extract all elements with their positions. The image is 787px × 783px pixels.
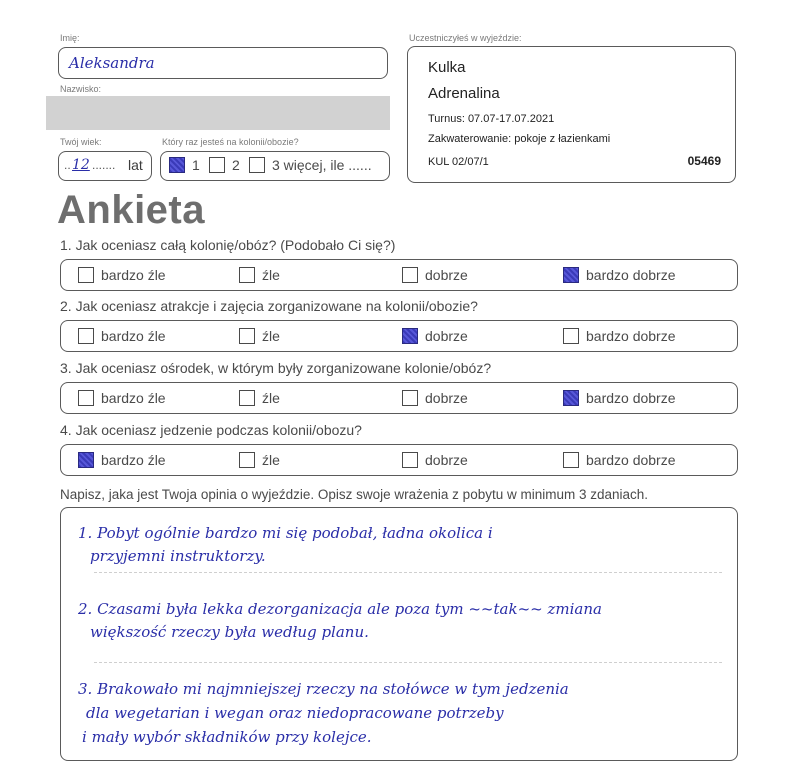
ruled-line bbox=[94, 662, 722, 663]
trip-name-line1: Kulka bbox=[428, 59, 466, 76]
page-title: Ankieta bbox=[57, 188, 205, 232]
question-4-answers bbox=[60, 444, 738, 476]
q4-option-bardzo-dobrze[interactable]: bardzo dobrze bbox=[563, 450, 676, 470]
nazwisko-redacted-field bbox=[46, 96, 390, 130]
checkbox-icon bbox=[402, 328, 418, 344]
question-2-answers bbox=[60, 320, 738, 352]
checkbox-icon bbox=[563, 452, 579, 468]
trip-zakwaterowanie: Zakwaterowanie: pokoje z łazienkami bbox=[428, 133, 611, 145]
checkbox-icon bbox=[239, 390, 255, 406]
wiek-dots-right: ....... bbox=[92, 158, 116, 172]
q2-option-bardzo-dobrze[interactable]: bardzo dobrze bbox=[563, 326, 676, 346]
q1-option-dobrze[interactable]: dobrze bbox=[402, 265, 468, 285]
q2-option-dobrze[interactable]: dobrze bbox=[402, 326, 468, 346]
checkbox-icon bbox=[169, 157, 185, 173]
ktory-raz-option-3[interactable]: 3 więcej, ile ...... bbox=[249, 155, 372, 175]
trip-turnus: Turnus: 07.07-17.07.2021 bbox=[428, 113, 555, 125]
q1-option-zle[interactable]: źle bbox=[239, 265, 280, 285]
q3-option-dobrze[interactable]: dobrze bbox=[402, 388, 468, 408]
checkbox-icon bbox=[209, 157, 225, 173]
checkbox-icon bbox=[78, 328, 94, 344]
opinion-line-3: 2. Czasami była lekka dezorganizacja ale poza tym ~~tak~~ zmiana bbox=[78, 600, 602, 618]
wiek-dots-left: .. bbox=[64, 158, 71, 172]
ktory-raz-option-1[interactable]: 1 bbox=[169, 155, 200, 175]
opinion-line-5: 3. Brakowało mi najmniejszej rzeczy na stołówce w tym jedzenia bbox=[78, 680, 569, 698]
wiek-value: 12 bbox=[72, 157, 90, 173]
trip-label: Uczestniczyłeś w wyjeździe: bbox=[409, 33, 522, 43]
q4-option-dobrze[interactable]: dobrze bbox=[402, 450, 468, 470]
imie-label: Imię: bbox=[60, 33, 80, 43]
opinion-line-4: większość rzeczy była według planu. bbox=[90, 623, 369, 641]
checkbox-icon bbox=[249, 157, 265, 173]
nazwisko-label: Nazwisko: bbox=[60, 84, 102, 94]
trip-code: KUL 02/07/1 bbox=[428, 156, 489, 168]
checkbox-icon bbox=[402, 452, 418, 468]
question-3-label: 3. Jak oceniasz ośrodek, w którym były zorganizowane kolonie/obóz? bbox=[60, 360, 492, 376]
q2-option-bardzo-zle[interactable]: bardzo źle bbox=[78, 326, 166, 346]
question-1-label: 1. Jak oceniasz całą kolonię/obóz? (Podobało Ci się?) bbox=[60, 237, 396, 253]
checkbox-icon bbox=[402, 390, 418, 406]
q2-option-zle[interactable]: źle bbox=[239, 326, 280, 346]
question-2-label: 2. Jak oceniasz atrakcje i zajęcia zorganizowane na kolonii/obozie? bbox=[60, 298, 478, 314]
q3-option-bardzo-zle[interactable]: bardzo źle bbox=[78, 388, 166, 408]
ruled-line bbox=[94, 572, 722, 573]
opinion-line-7: i mały wybór składników przy kolejce. bbox=[82, 728, 372, 746]
wiek-label: Twój wiek: bbox=[60, 137, 102, 147]
checkbox-icon bbox=[563, 328, 579, 344]
checkbox-icon bbox=[563, 267, 579, 283]
checkbox-icon bbox=[402, 267, 418, 283]
imie-field[interactable] bbox=[58, 47, 388, 79]
checkbox-icon bbox=[239, 328, 255, 344]
question-4-label: 4. Jak oceniasz jedzenie podczas kolonii/obozu? bbox=[60, 422, 362, 438]
q3-option-bardzo-dobrze[interactable]: bardzo dobrze bbox=[563, 388, 676, 408]
checkbox-icon bbox=[563, 390, 579, 406]
checkbox-icon bbox=[78, 390, 94, 406]
q3-option-zle[interactable]: źle bbox=[239, 388, 280, 408]
q1-option-bardzo-dobrze[interactable]: bardzo dobrze bbox=[563, 265, 676, 285]
opinion-prompt: Napisz, jaka jest Twoja opinia o wyjeździe. Opisz swoje wrażenia z pobytu w minimum 3 zdaniach. bbox=[60, 487, 649, 502]
opinion-line-6: dla wegetarian i wegan oraz niedopracowane potrzeby bbox=[86, 704, 504, 722]
opinion-line-1: 1. Pobyt ogólnie bardzo mi się podobał, ładna okolica i bbox=[78, 524, 493, 542]
trip-sticker bbox=[407, 46, 736, 183]
question-1-answers bbox=[60, 259, 738, 291]
wiek-unit: lat bbox=[128, 157, 143, 173]
checkbox-icon bbox=[239, 267, 255, 283]
wiek-field[interactable] bbox=[58, 151, 152, 181]
q4-option-zle[interactable]: źle bbox=[239, 450, 280, 470]
opinion-line-2: przyjemni instruktorzy. bbox=[90, 547, 266, 565]
trip-name-line2: Adrenalina bbox=[428, 85, 500, 102]
ktory-raz-option-2[interactable]: 2 bbox=[209, 155, 240, 175]
checkbox-icon bbox=[78, 452, 94, 468]
checkbox-icon bbox=[78, 267, 94, 283]
trip-number: 05469 bbox=[687, 154, 721, 168]
imie-value: Aleksandra bbox=[69, 54, 155, 72]
question-3-answers bbox=[60, 382, 738, 414]
ktory-raz-field bbox=[160, 151, 390, 181]
ktory-raz-label: Który raz jesteś na kolonii/obozie? bbox=[162, 137, 299, 147]
checkbox-icon bbox=[239, 452, 255, 468]
q1-option-bardzo-zle[interactable]: bardzo źle bbox=[78, 265, 166, 285]
q4-option-bardzo-zle[interactable]: bardzo źle bbox=[78, 450, 166, 470]
